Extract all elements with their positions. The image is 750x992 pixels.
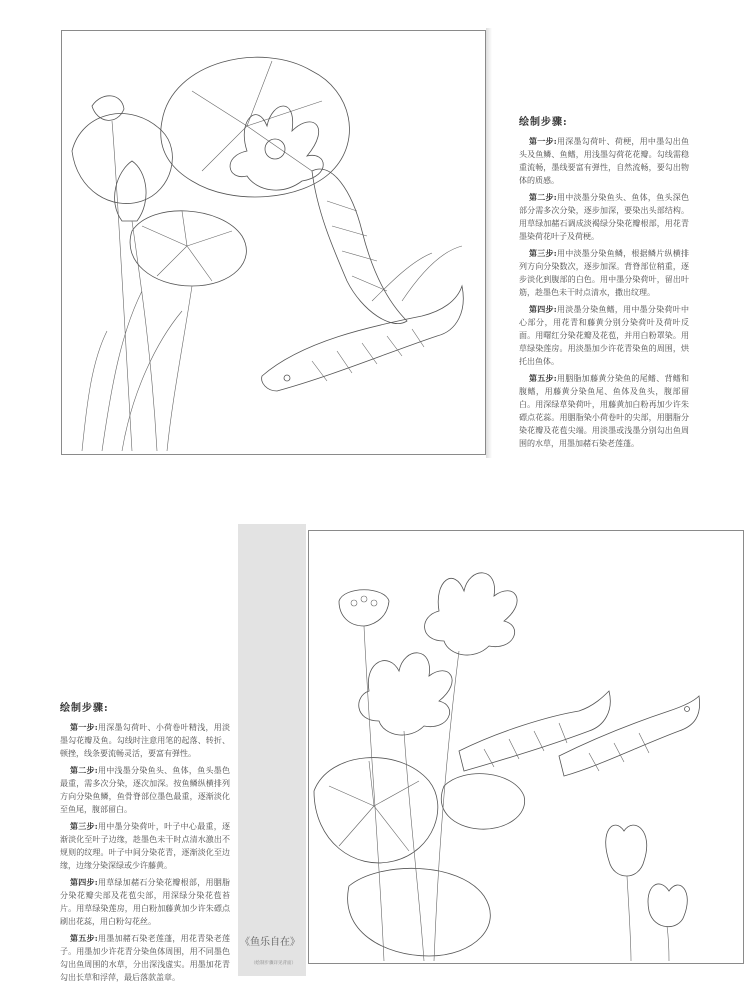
step-text: 用深墨勾荷叶、荷梗，用中墨勾出鱼头及鱼鳞、鱼鳍，用浅墨勾荷花花瓣。勾线需稳重流畅，墨线要富有弹性，自然流畅，要勾出物体的质感。 — [519, 137, 689, 185]
artwork-subcaption: （绘制步骤详见背面） — [251, 961, 296, 966]
step-text: 用深墨勾荷叶、小荷卷叶精浅，用淡墨勾花瓣及鱼。勾线时注意用笔的起落、转折、顿挫，线条要流畅灵活，要富有弹性。 — [60, 723, 230, 758]
step-text: 用墨加赭石染老莲蓬，用花青染老莲子。用墨加少许花青分染鱼体周围，用不同墨色勾出鱼周围的水草，分出深浅虚实。用墨加花青勾出长草和浮萍，最后落款盖章。 — [60, 934, 230, 982]
step-text: 用中墨分染荷叶，叶子中心最重，逐渐淡化至叶子边缘，趁墨色未干时点清水激出不规则的纹理。叶子中间分染花青，逐渐淡化至边缘，边缘分染深绿或少许藤黄。 — [60, 822, 230, 870]
step-label: 第四步: — [70, 877, 98, 887]
step-label: 第五步: — [70, 933, 98, 943]
step-paragraph — [519, 135, 689, 187]
step-paragraph — [60, 876, 230, 928]
step-label: 第五步: — [529, 373, 557, 383]
step-paragraph — [519, 247, 689, 299]
step-label: 第二步: — [70, 765, 98, 775]
artwork-caption: 《鱼乐自在》 — [240, 937, 300, 948]
lotus-carp-drawing-bottom — [309, 531, 745, 965]
step-paragraph — [519, 372, 689, 450]
step-label: 第三步: — [70, 821, 98, 831]
gray-side-strip — [238, 524, 306, 976]
step-paragraph — [519, 191, 689, 243]
line-drawing-panel-bottom — [308, 530, 744, 964]
step-label: 第一步: — [70, 722, 98, 732]
step-paragraph — [60, 721, 230, 760]
step-label: 第一步: — [529, 136, 557, 146]
step-text: 用中淡墨分染鱼头、鱼体，鱼头深色部分需多次分染，逐步加深，要染出头部结构。用草绿加赭石调成淡褐绿分染花瓣根部，用花青墨染荷花叶子及荷梗。 — [519, 193, 689, 241]
step-text: 用淡墨分染鱼鳍，用中墨分染荷叶中心部分，用花青和藤黄分别分染荷叶及荷叶反面。用曙红分染花瓣及花苞，并用白粉罩染。用草绿染莲房。用淡墨加少许花青染鱼的周围，烘托出鱼体。 — [519, 305, 689, 366]
step-paragraph — [60, 820, 230, 872]
instructions-block-top — [519, 116, 689, 454]
step-paragraph — [60, 764, 230, 816]
line-drawing-panel-top — [61, 30, 486, 455]
step-text: 用胭脂加藤黄分染鱼的尾鳍、背鳍和腹鳍，用藤黄分染鱼尾、鱼体及鱼头，腹部留白。用深绿草染荷叶，用藤黄加白粉再加少许朱磦点花蕊。用胭脂染小荷卷叶的尖部，用胭脂分染花瓣及花苞尖端。用淡墨或浅墨分别勾出鱼周围的水草，用墨加赭石染老莲蓬。 — [519, 374, 689, 448]
step-text: 用草绿加赭石分染花瓣根部，用胭脂分染花瓣尖部及花苞尖部，用深绿分染花苞苔片。用草绿染莲房，用白粉加藤黄加少许朱磦点刷出花蕊，用白粉勾花丝。 — [60, 878, 230, 926]
instructions-title: 绘制步骤: — [519, 117, 568, 128]
step-paragraph — [519, 303, 689, 368]
step-label: 第三步: — [529, 248, 557, 258]
instructions-title: 绘制步骤: — [60, 703, 109, 714]
step-text: 用中浅墨分染鱼头、鱼体，鱼头墨色最重，需多次分染，逐次加深。按鱼鳞纵横排列方向分染鱼鳞，鱼骨脊部位墨色最重，逐渐淡化至鱼尾，腹部留白。 — [60, 766, 230, 814]
lotus-carp-drawing-top — [62, 31, 487, 456]
step-paragraph — [60, 932, 230, 984]
step-text: 用中淡墨分染鱼鳞，根据鳞片纵横排列方向分染数次，逐步加深。背脊部位稍重，逐步淡化到腹部的白色。用中墨分染荷叶，留出叶筋，趁墨色未干时点清水，撒出纹理。 — [519, 249, 689, 297]
instructions-block-bottom — [60, 702, 230, 988]
step-label: 第二步: — [529, 192, 557, 202]
step-label: 第四步: — [529, 304, 557, 314]
